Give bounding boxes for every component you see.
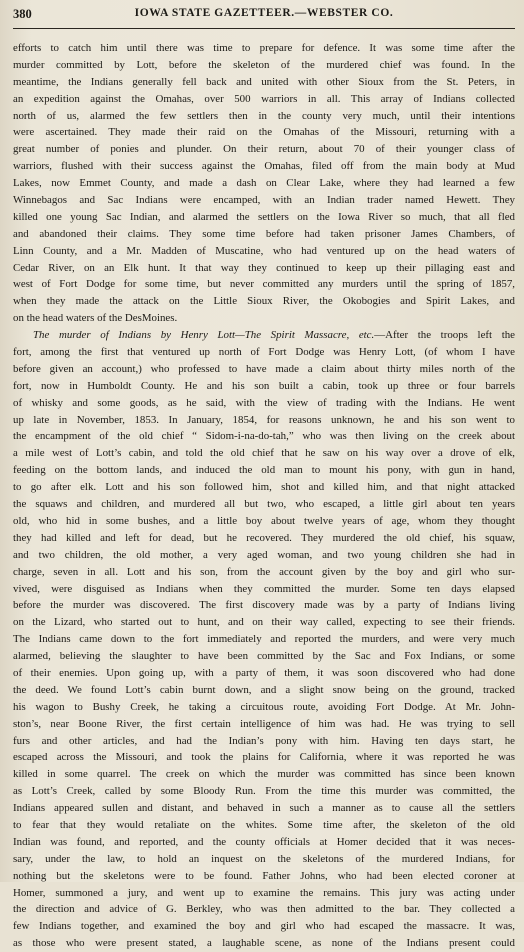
text-line: Indian was found, and reported, and the county officials at Homer decided that it was neces- [13, 835, 515, 848]
text-line: before the murder was discovered. The first discovery made was by a party of Indians living [13, 599, 515, 612]
text-line: furs and other articles, and had the Indian’s pony with him. Having ten days start, he [13, 734, 515, 747]
text-line: The Indians came down to the fort immediately and reported the murders, and were very much [13, 633, 515, 646]
text-line: the encampment of the old chief “ Sidom-i-na-do-tah,” who was then living on the creek about [13, 430, 515, 443]
text-line: to go after elk. Lott and his son followed him, shot and killed him, and that night attacked [13, 481, 515, 494]
text-line: of their enemies. Upon going up, with a party of them, it was soon discovered who had done [13, 666, 515, 679]
text-line: warriors, flushed with their success against the Omahas, filed off from the main body at Mud [13, 160, 515, 173]
text-line: fort, among the first that ventured up north of Fort Dodge was Henry Lott, (of whom I have [13, 346, 515, 359]
text-line: as Lott’s Creek, called by some Bloody Run. From the time this murder was committed, the [13, 785, 515, 798]
text-line: to fear that they would retaliate on the whites. Some time after, the skeleton of the old [13, 818, 515, 831]
page-number: 380 [13, 7, 32, 21]
text-line: and two children, the old mother, a very aged woman, and two young children she had in [13, 548, 515, 561]
page-header [13, 6, 515, 29]
text-line: his wagon to Bushy Creek, he taking a circuitous route, avoiding Fort Dodge. At Mr. John- [13, 700, 515, 713]
text-line: they had killed and left for dead, but he recovered. They murdered the old chief, his squaw, [13, 531, 515, 544]
text-line: killed in some quarrel. The creek on which the murder was committed has since been known [13, 768, 515, 781]
text-line: were ascertained. They made their raid on the Omahas of the Missouri, returning with a [13, 126, 515, 139]
text-line: west of Fort Dodge for some time, but never committed any murders until the spring of 1857, [13, 278, 515, 291]
text-line: Homer, summoned a jury, and went up to examine the remains. This jury was acting under [13, 886, 515, 899]
section-title-continuation: —After the troops left the [374, 329, 515, 342]
text-line: alarmed, believing the slaughter to have been committed by the Sac and Fox Indians, or some [13, 650, 515, 663]
text-line: killed one young Sac Indian, and alarmed the settlers on the Iowa River so much, that all fled [13, 210, 515, 223]
paragraph-lott-murder [13, 327, 515, 952]
text-line: meantime, the Indians generally fell back and united with other Sioux from the St. Peters, in [13, 75, 515, 88]
text-line: a mile west of Lott’s cabin, and told the old chief that he saw on his way over a drove of elk, [13, 447, 515, 460]
text-line: murder committed by Lott, before the skeleton of the murdered chief was found. In the [13, 58, 515, 71]
text-line: feeding on the bottom lands, and induced the old man to mount his pony, with gun in hand, [13, 464, 515, 477]
article-body [13, 40, 515, 952]
text-line: Winnebagos and Sac Indians were encamped, with an Indian trader named Hewett. They [13, 194, 515, 207]
running-title: IOWA STATE GAZETTEER.—WEBSTER CO. [134, 7, 394, 19]
text-line: as those who were present stated, a laughable scene, as none of the Indians present could [13, 937, 515, 950]
text-line: few Indians together, and examined the boy and girl who had escaped the massacre. It was, [13, 920, 515, 933]
text-line: nothing but the skeletons were to be found. Father Johns, who had been elected coroner at [13, 869, 515, 882]
text-line: great number of ponies and plunder. On their return, about 70 of their younger class of [13, 143, 515, 156]
text-line: an expedition against the Omahas, over 500 warriors in all. This array of Indians collected [13, 92, 515, 105]
text-line: Lakes, now Emmet County, and made a dash on Clear Lake, where they had learned a few [13, 177, 515, 190]
text-line: before given an account,) who professed to have made a claim about thirty miles north of the [13, 362, 515, 375]
text-line: escaped across the Missouri, and took the plains for California, where it was reported he was [13, 751, 515, 764]
text-line: the deed. We found Lott’s cabin burnt down, and a slight snow being on the ground, tracked [13, 683, 515, 696]
text-line: on the head waters of the DesMoines. [13, 312, 178, 325]
section-title: The murder of Indians by Henry Lott—The Spirit Massacre, etc. [33, 329, 375, 342]
text-line: Linn County, and a Mr. Madden of Muscatine, who had ventured up on the head waters of [13, 244, 515, 257]
text-line: sary, under the law, to hold an inquest on the skeletons of the murdered Indians, for [13, 852, 515, 865]
text-line: and abandoned their claims. They some time before had taken prisoner James Chambers, of [13, 227, 515, 240]
text-line: efforts to catch him until there was time to prepare for defence. It was some time after the [13, 42, 515, 54]
text-line: vived, were disguised as Indians when they committed the murder. Some ten days elapsed [13, 582, 515, 595]
text-line: charge, seven in all. Lott and his son, from the account given by the boy and girl who sur- [13, 565, 515, 578]
paragraph-raids [13, 40, 515, 327]
text-line: on the Lizard, who started out to hunt, and on their way called, expecting to see their friends. [13, 616, 515, 629]
text-line: of whisky and some goods, as he said, with the view of trading with the Indians. He went [13, 396, 515, 409]
text-line: Indians appeared sullen and distant, and behaved in such a manner as to cause all the settlers [13, 802, 515, 815]
text-line: up late in November, 1853. In January, 1854, for reasons unknown, he and his son went to [13, 413, 515, 426]
text-line: when they made the attack on the Little Sioux River, the Okobogies and Spirit Lakes, and [13, 295, 515, 308]
text-line: the direction and advice of G. Berkley, who was then admitted to the bar. They collected a [13, 903, 515, 916]
text-line: Cedar River, on an Elk hunt. It that way they continued to keep up their pillaging east and [13, 261, 515, 274]
text-line: ston’s, near Boone River, the first certain intelligence of him was had. He was trying to sell [13, 717, 515, 730]
text-line: fort, now in Humboldt County. He and his son built a cabin, took up three or four barrels [13, 379, 515, 392]
paragraph-first-line [13, 327, 515, 344]
text-line: the squaws and children, and murdered all but two, who escaped, a little girl about ten years [13, 498, 515, 511]
text-line: north of us, alarmed the few settlers then in the county very much, until their intentions [13, 109, 515, 122]
text-line: old, who hid in some bushes, and a little boy about twelve years of age, whom they thought [13, 514, 515, 527]
